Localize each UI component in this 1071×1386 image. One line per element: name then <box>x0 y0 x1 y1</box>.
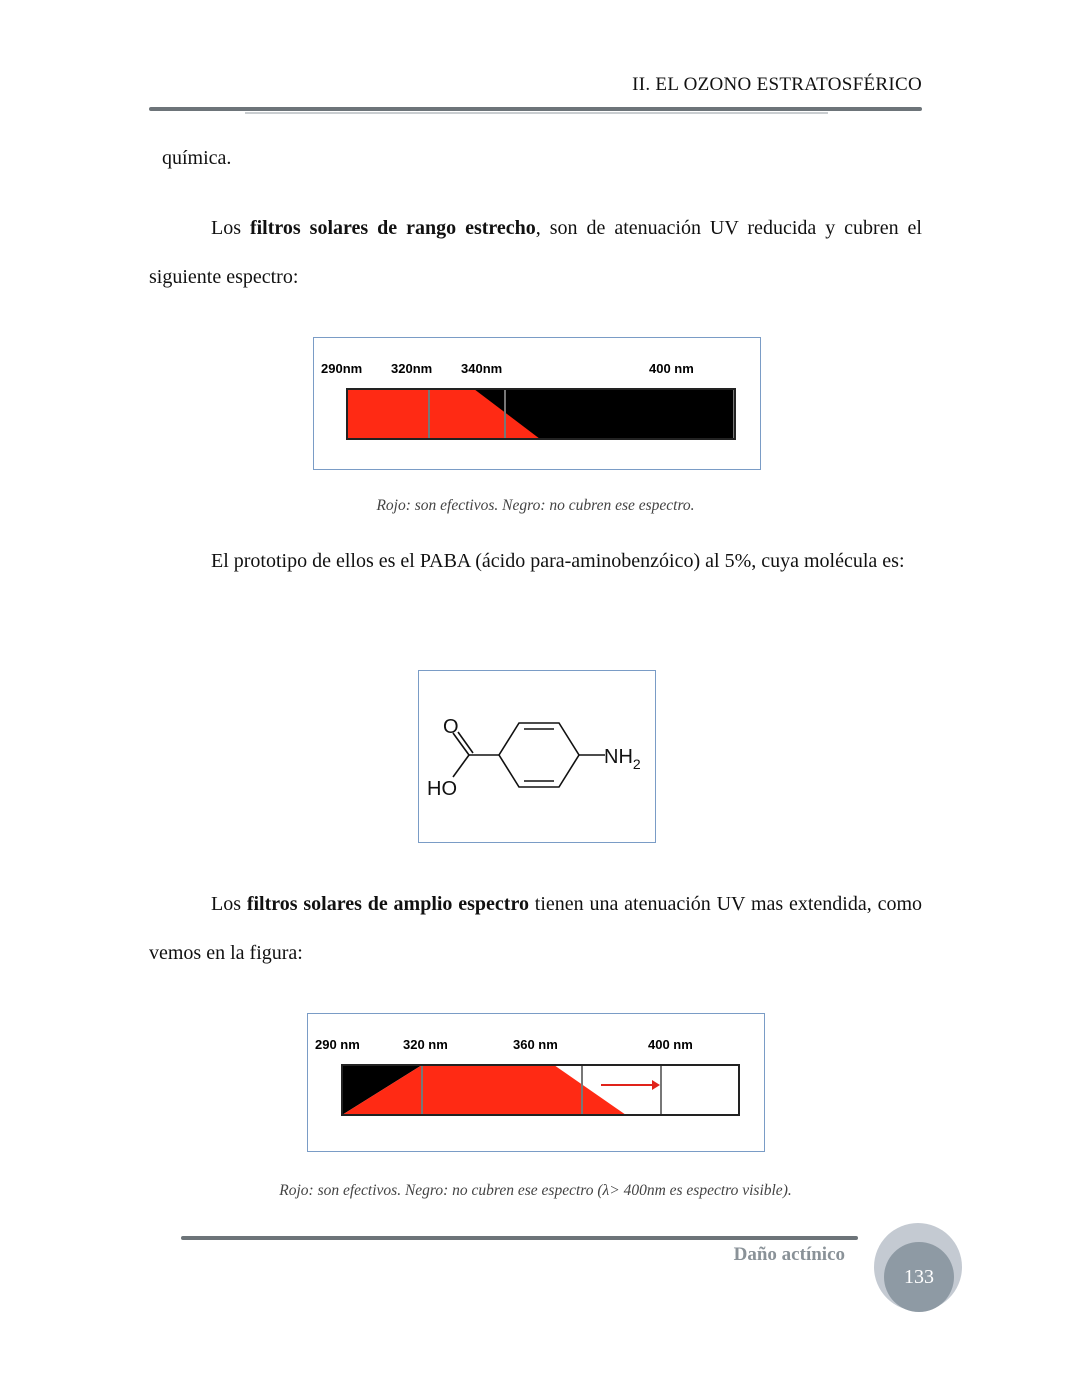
label-320: 320 nm <box>403 1037 448 1052</box>
label-290: 290nm <box>321 361 363 376</box>
paba-molecule-figure <box>418 670 656 843</box>
paragraph-continuation: química. <box>162 147 232 169</box>
paragraph-broad-filters <box>149 880 922 978</box>
figure-caption-narrow: Rojo: son efectivos. Negro: no cubren ese espectro. <box>376 497 695 514</box>
paragraph-narrow-filters <box>149 204 922 302</box>
figure-caption-broad: Rojo: son efectivos. Negro: no cubren ese espectro (λ> 400nm es espectro visible). <box>279 1182 792 1199</box>
running-header: II. EL OZONO ESTRATOSFÉRICO <box>632 74 922 95</box>
paragraph-text: Los <box>211 217 250 239</box>
label-400: 400 nm <box>649 361 694 376</box>
bonds <box>449 732 605 777</box>
label-360: 360 nm <box>513 1037 558 1052</box>
spectrum-bar-broad <box>308 1014 764 1151</box>
spectrum-bar-narrow <box>314 338 760 469</box>
label-290: 290 nm <box>315 1037 360 1052</box>
spectrum-figure-broad <box>307 1013 765 1152</box>
label-320: 320nm <box>391 361 433 376</box>
footer-chapter-label: Daño actínico <box>733 1244 845 1265</box>
bold-term-broad: filtros solares de amplio espectro <box>246 893 529 915</box>
paragraph-text: tienen una atenuación UV mas extendida, como vemos en la figura: <box>149 893 922 964</box>
paragraph-text: Los <box>211 893 247 915</box>
amine-nh: NH <box>604 746 633 768</box>
spectrum-figure-narrow <box>313 337 761 470</box>
amine-label <box>604 746 641 772</box>
oxygen-label: O <box>443 716 459 738</box>
label-340: 340nm <box>461 361 503 376</box>
footer-rule <box>181 1236 858 1240</box>
page-number: 133 <box>884 1242 954 1312</box>
header-rule-shadow <box>245 112 828 114</box>
bold-term-narrow: filtros solares de rango estrecho <box>249 217 536 239</box>
amine-subscript: 2 <box>632 756 641 772</box>
hydroxyl-label: HO <box>427 778 457 800</box>
benzene-ring <box>499 723 579 787</box>
paragraph-paba: El prototipo de ellos es el PABA (ácido para-aminobenzóico) al 5%, cuya molécula es: <box>211 550 905 572</box>
paba-structure <box>419 671 655 842</box>
paragraph-text: , son de atenuación UV reducida y cubren el siguiente espectro: <box>149 217 922 288</box>
label-400: 400 nm <box>648 1037 693 1052</box>
header-rule <box>149 107 922 111</box>
